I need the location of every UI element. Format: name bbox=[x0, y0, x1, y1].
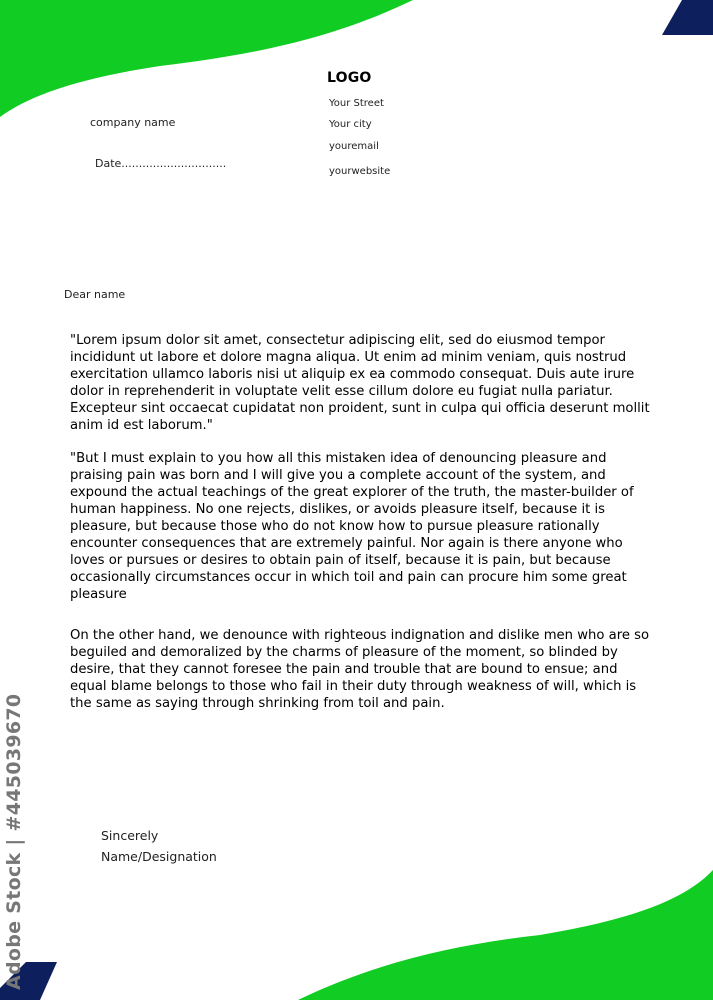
company-name-text: company name bbox=[90, 116, 176, 129]
body-paragraph-3: On the other hand, we denounce with righteous indignation and dislike men who are so beguiled and demoralized by the charms of pleasure of the moment, so blinded by desire, that they cannot foresee the pain and trouble that are bound to ensue; and equal blame belongs to those who fail in their duty through weakness of will, which is the same as saying through shrinking from toil and pain. bbox=[70, 628, 650, 711]
signature-designation: Name/Designation bbox=[101, 849, 217, 864]
email-text: youremail bbox=[329, 141, 379, 152]
street-text: Your Street bbox=[329, 98, 384, 109]
body-paragraph-1: "Lorem ipsum dolor sit amet, consectetur adipiscing elit, sed do eiusmod tempor incididunt ut labore et dolore magna aliqua. Ut enim ad minim veniam, quis nostrud exercitation ullamco laboris nisi ut aliquip ex ea commodo consequat. Duis aute irure dolor in reprehenderit in voluptate velit esse cillum dolore eu fugiat nulla pariatur. Excepteur sint occaecat cupidatat non proident, sunt in culpa qui officia deserunt mollit anim id est laborum." bbox=[70, 333, 650, 433]
date-line: Date.............................. bbox=[95, 157, 227, 170]
top-right-navy-parallelogram bbox=[662, 0, 713, 35]
logo-text: LOGO bbox=[327, 70, 372, 86]
closing-text: Sincerely bbox=[101, 828, 159, 843]
city-text: Your city bbox=[329, 119, 372, 130]
body-paragraph-2: "But I must explain to you how all this mistaken idea of denouncing pleasure and praising pain was born and I will give you a complete account of the system, and expound the actual teachings of the great explorer of the truth, the master-builder of human happiness. No one rejects, dislikes, or avoids pleasure itself, because it is pleasure, but because those who do not know how to pursue pleasure rationally encounter consequences that are extremely painful. Nor again is there anyone who loves or pursues or desires to obtain pain of itself, because it is pain, but because occasionally circumstances occur in which toil and pain can procure him some great pleasure bbox=[70, 451, 634, 602]
stock-id-watermark: Adobe Stock | #445039670 bbox=[3, 693, 25, 990]
salutation: Dear name bbox=[64, 288, 126, 301]
website-text: yourwebsite bbox=[329, 166, 391, 177]
bottom-right-green-wave bbox=[298, 870, 713, 1000]
